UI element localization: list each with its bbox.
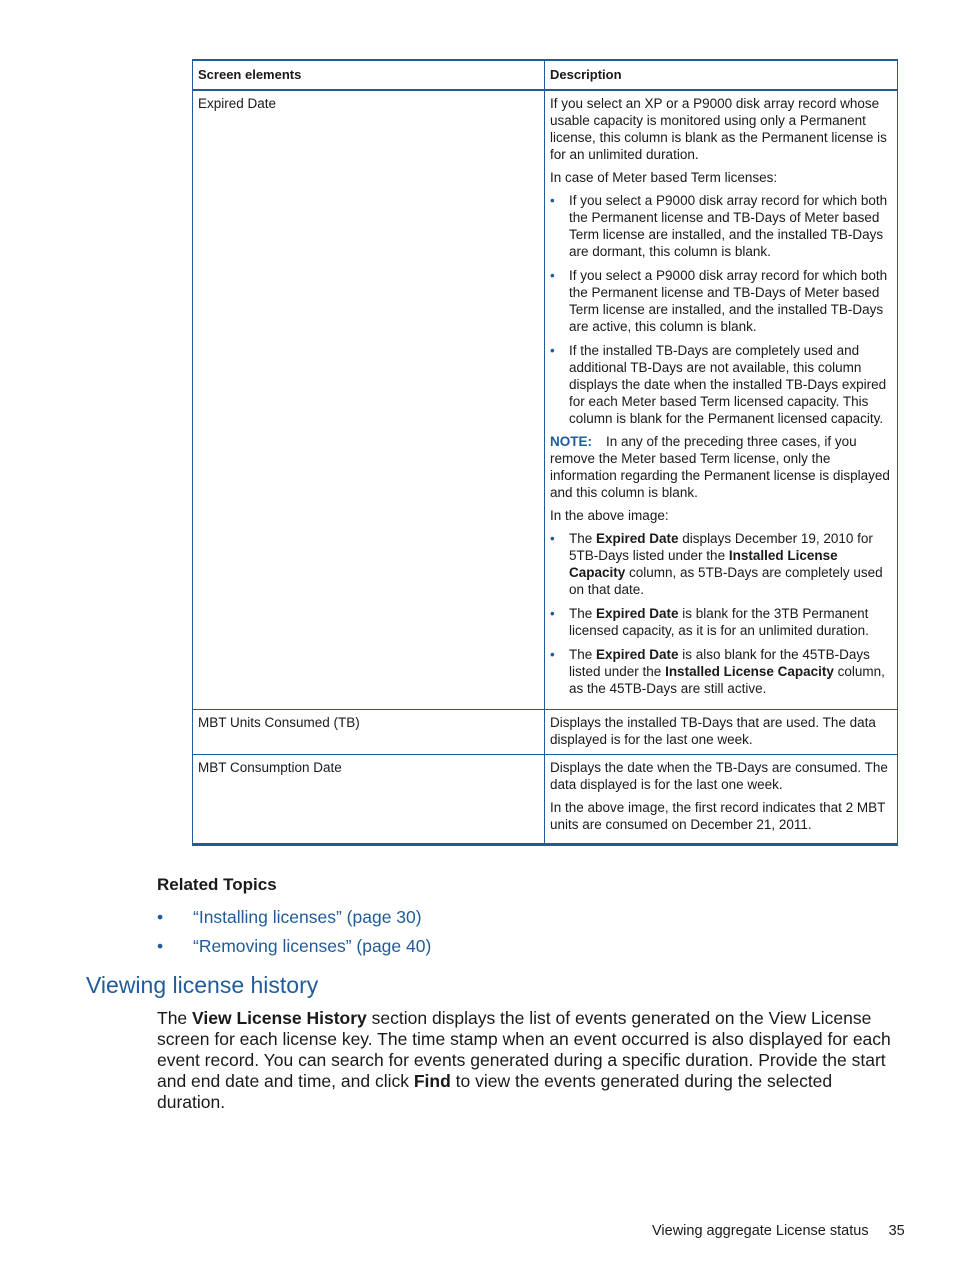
cell-label: MBT Units Consumed (TB): [193, 710, 545, 755]
list-item: [157, 905, 431, 934]
cell-description: [545, 710, 898, 755]
paragraph: Displays the date when the TB-Days are consumed. The data displayed is for the last one week.: [550, 760, 888, 792]
cell-description: [545, 755, 898, 845]
text: is blank for the 3TB Permanent licensed capacity, as it is for an unlimited duration.: [569, 606, 869, 638]
header-screen-elements: Screen elements: [193, 60, 545, 90]
list-item-text: If you select a P9000 disk array record for which both the Permanent license and TB-Days of Meter based Term license are installed, and the installed TB-Days are dormant, this column is blank.: [569, 193, 888, 259]
bullet-icon: •: [550, 606, 555, 621]
paragraph: Displays the installed TB-Days that are used. The data displayed is for the last one week.: [550, 715, 876, 747]
link-installing-licenses[interactable]: “Installing licenses” (page 30): [193, 907, 422, 927]
text: column, as the 45TB-Days are still active.: [569, 664, 885, 696]
page-number: 35: [888, 1223, 905, 1239]
page-footer: [652, 1223, 905, 1239]
header-description: Description: [545, 60, 898, 90]
text: The: [569, 647, 597, 662]
table-row-expired-date: [193, 90, 898, 710]
bullet-list: [550, 192, 892, 427]
table-row-mbt-date: [193, 755, 898, 845]
text: section displays the list of events generated on the View License screen for each license key. The time stamp when an event occurred is also displayed for each event record. You can search for events generated during a specific duration. Provide the start and end date and time, and click: [157, 1008, 891, 1091]
list-item: [550, 342, 892, 427]
note-label: NOTE:: [550, 434, 592, 449]
link-removing-licenses[interactable]: “Removing licenses” (page 40): [193, 936, 432, 956]
paragraph: In the above image:: [550, 508, 669, 523]
list-item: [550, 530, 892, 598]
text: column, as 5TB-Days are completely used on that date.: [569, 565, 883, 597]
bullet-icon: •: [157, 936, 164, 956]
related-topics-heading: Related Topics: [157, 875, 277, 894]
bold-term: Expired Date: [596, 647, 679, 662]
text: The: [569, 606, 597, 621]
bold-term: Installed License Capacity: [569, 548, 838, 580]
bullet-icon: •: [550, 268, 555, 283]
section-title: Viewing license history: [86, 972, 319, 998]
cell-label: MBT Consumption Date: [193, 755, 545, 845]
text: displays December 19, 2010 for 5TB-Days listed under the: [569, 531, 873, 563]
bullet-icon: •: [157, 907, 164, 927]
list-item: [157, 934, 431, 963]
related-topics-list: [157, 905, 431, 963]
screen-elements-table: [192, 59, 898, 846]
list-item-text: If you select a P9000 disk array record for which both the Permanent license and TB-Days of Meter based Term license are installed, and the installed TB-Days are active, this column is blank.: [569, 268, 888, 334]
list-item-text: If the installed TB-Days are completely used and additional TB-Days are not available, this column displays the date when the installed TB-Days expired for each Meter based Term licensed capacity. This column is blank for the Permanent licensed capacity.: [569, 343, 887, 426]
paragraph: If you select an XP or a P9000 disk array record whose usable capacity is monitored using only a Permanent license, this column is blank as the Permanent license is for an unlimited duration.: [550, 96, 887, 162]
note-text: In any of the preceding three cases, if you remove the Meter based Term license, only the information regarding the Permanent license is displayed and this column is blank.: [550, 434, 890, 500]
footer-text: Viewing aggregate License status: [652, 1223, 869, 1239]
bullet-icon: •: [550, 531, 555, 546]
text: is also blank for the 45TB-Days listed under the: [569, 647, 870, 679]
list-item: [550, 646, 892, 697]
list-item: [550, 267, 892, 335]
cell-label: Expired Date: [193, 90, 545, 710]
image-bullet-list: [550, 530, 892, 697]
bold-term: Expired Date: [596, 531, 679, 546]
text: to view the events generated during the selected duration.: [157, 1071, 833, 1112]
table-row-mbt-units: [193, 710, 898, 755]
paragraph: In case of Meter based Term licenses:: [550, 170, 778, 185]
bullet-icon: •: [550, 647, 555, 662]
bullet-icon: •: [550, 343, 555, 358]
bullet-icon: •: [550, 193, 555, 208]
section-body: [157, 1008, 897, 1113]
note: [550, 433, 892, 501]
paragraph: In the above image, the first record indicates that 2 MBT units are consumed on December 21, 2011.: [550, 800, 886, 832]
table-header-row: [193, 60, 898, 90]
list-item: [550, 605, 892, 639]
bold-term: Expired Date: [596, 606, 679, 621]
bold-term: Installed License Capacity: [665, 664, 834, 679]
cell-description: [545, 90, 898, 710]
text: The: [157, 1008, 193, 1028]
list-item: [550, 192, 892, 260]
text: The: [569, 531, 597, 546]
bold-term: Find: [413, 1071, 451, 1091]
bold-term: View License History: [192, 1008, 367, 1028]
